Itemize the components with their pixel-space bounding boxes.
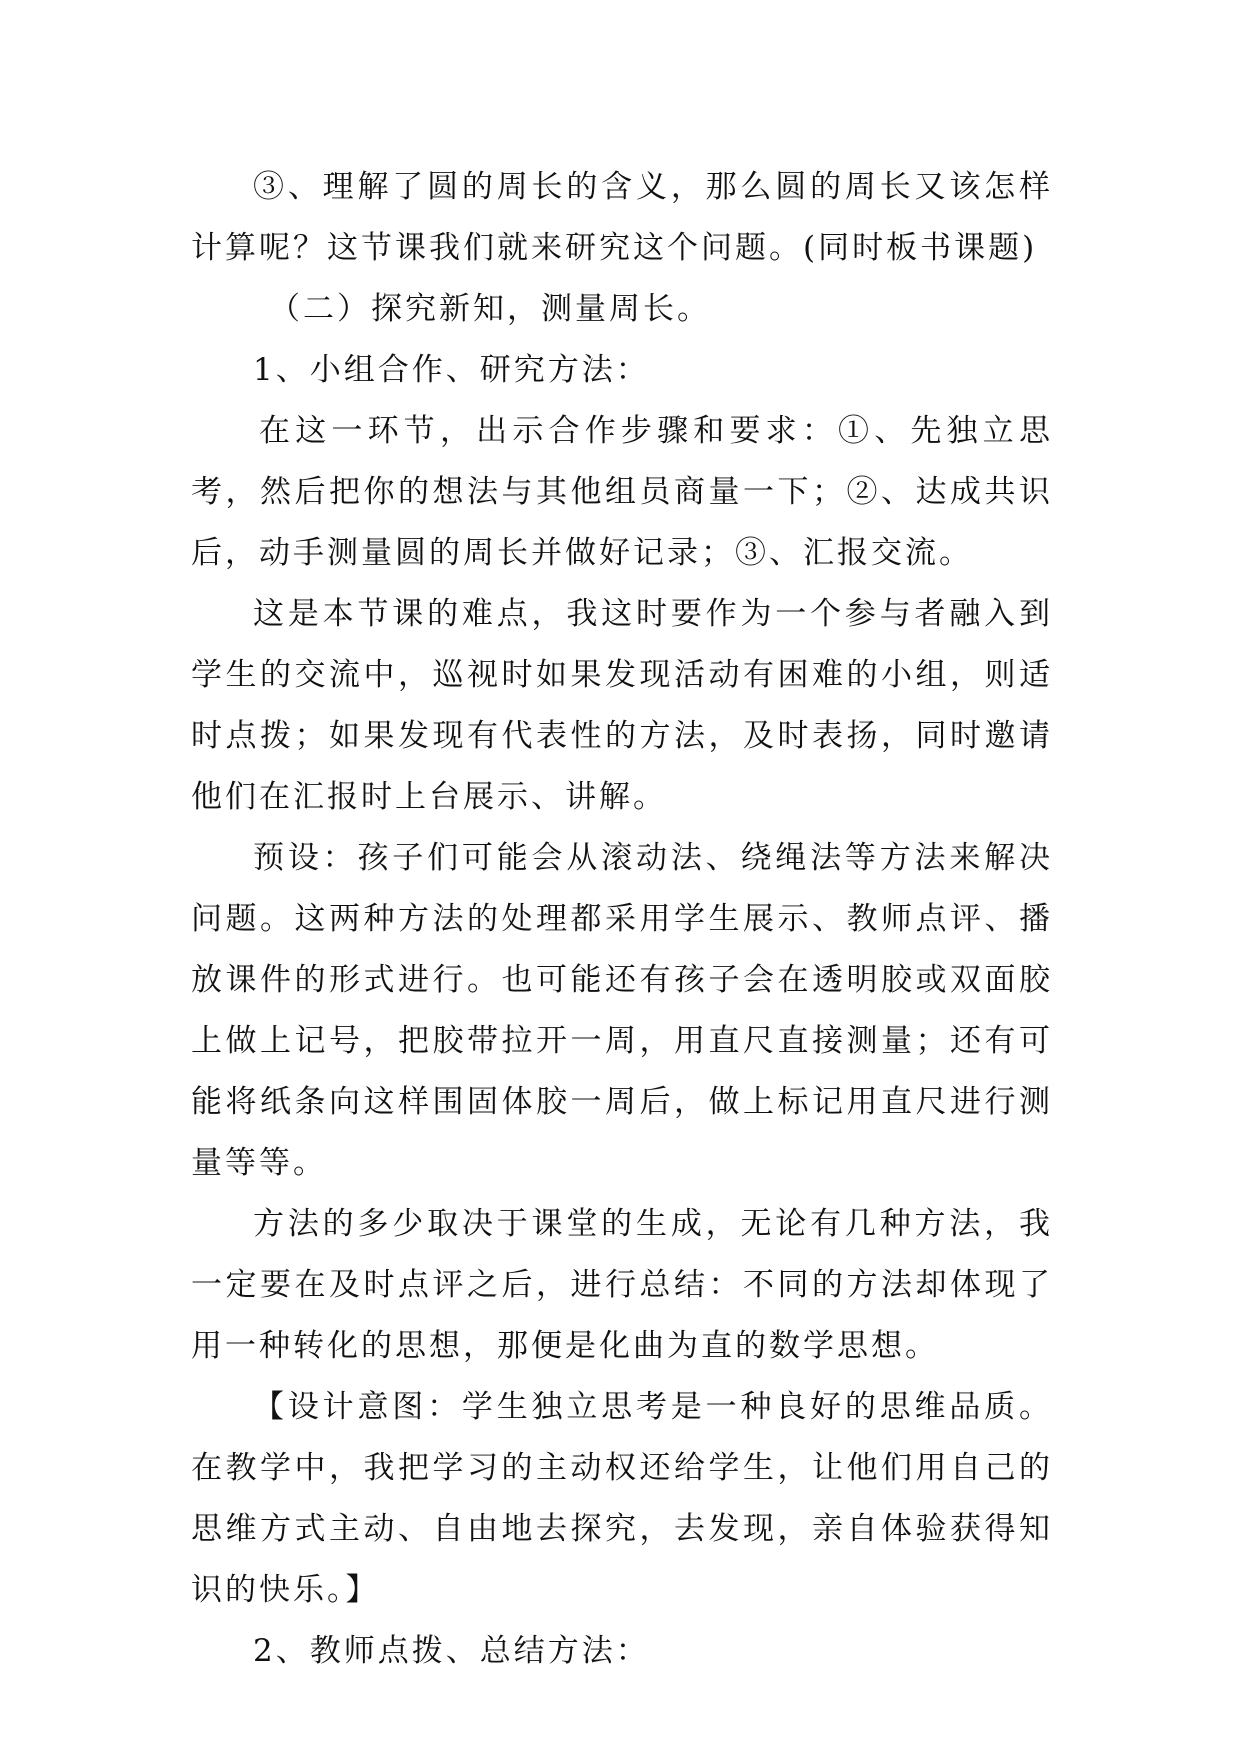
paragraph-design-intent: 【设计意图：学生独立思考是一种良好的思维品质。在教学中，我把学习的主动权还给学生，让他们用自己的思维方式主动、自由地去探究，去发现，亲自体验获得知识的快乐。】 (191, 1389, 1053, 1608)
paragraph-method-summary: 方法的多少取决于课堂的生成，无论有几种方法，我一定要在及时点评之后，进行总结：不同的方法却体现了用一种转化的思想，那便是化曲为直的数学思想。 (191, 1206, 1053, 1364)
heading-explore-new-knowledge: （二）探究新知，测量周长。 (269, 291, 711, 327)
paragraph-presupposition: 预设：孩子们可能会从滚动法、绕绳法等方法来解决问题。这两种方法的处理都采用学生展示、教师点评、播放课件的形式进行。也可能还有孩子会在透明胶或双面胶上做上记号，把胶带拉开一周，用直尺直接测量；还有可能将纸条向这样围固体胶一周后，做上标记用直尺进行测量等等。 (191, 840, 1053, 1181)
paragraph-difficulty: 这是本节课的难点，我这时要作为一个参与者融入到学生的交流中，巡视时如果发现活动有困难的小组，则适时点拨；如果发现有代表性的方法，及时表扬，同时邀请他们在汇报时上台展示、讲解。 (191, 596, 1053, 815)
paragraph-cooperation-steps: 在这一环节，出示合作步骤和要求：①、先独立思考，然后把你的想法与其他组员商量一下；②、达成共识后，动手测量圆的周长并做好记录；③、汇报交流。 (191, 413, 1053, 571)
heading-group-cooperation: 1、小组合作、研究方法： (253, 352, 650, 388)
document-body (191, 157, 1053, 1682)
paragraph-circumference-meaning: ③、理解了圆的周长的含义，那么圆的周长又该怎样计算呢？这节课我们就来研究这个问题。(同时板书课题) (191, 169, 1053, 266)
heading-teacher-guidance: 2、教师点拨、总结方法： (253, 1633, 650, 1669)
